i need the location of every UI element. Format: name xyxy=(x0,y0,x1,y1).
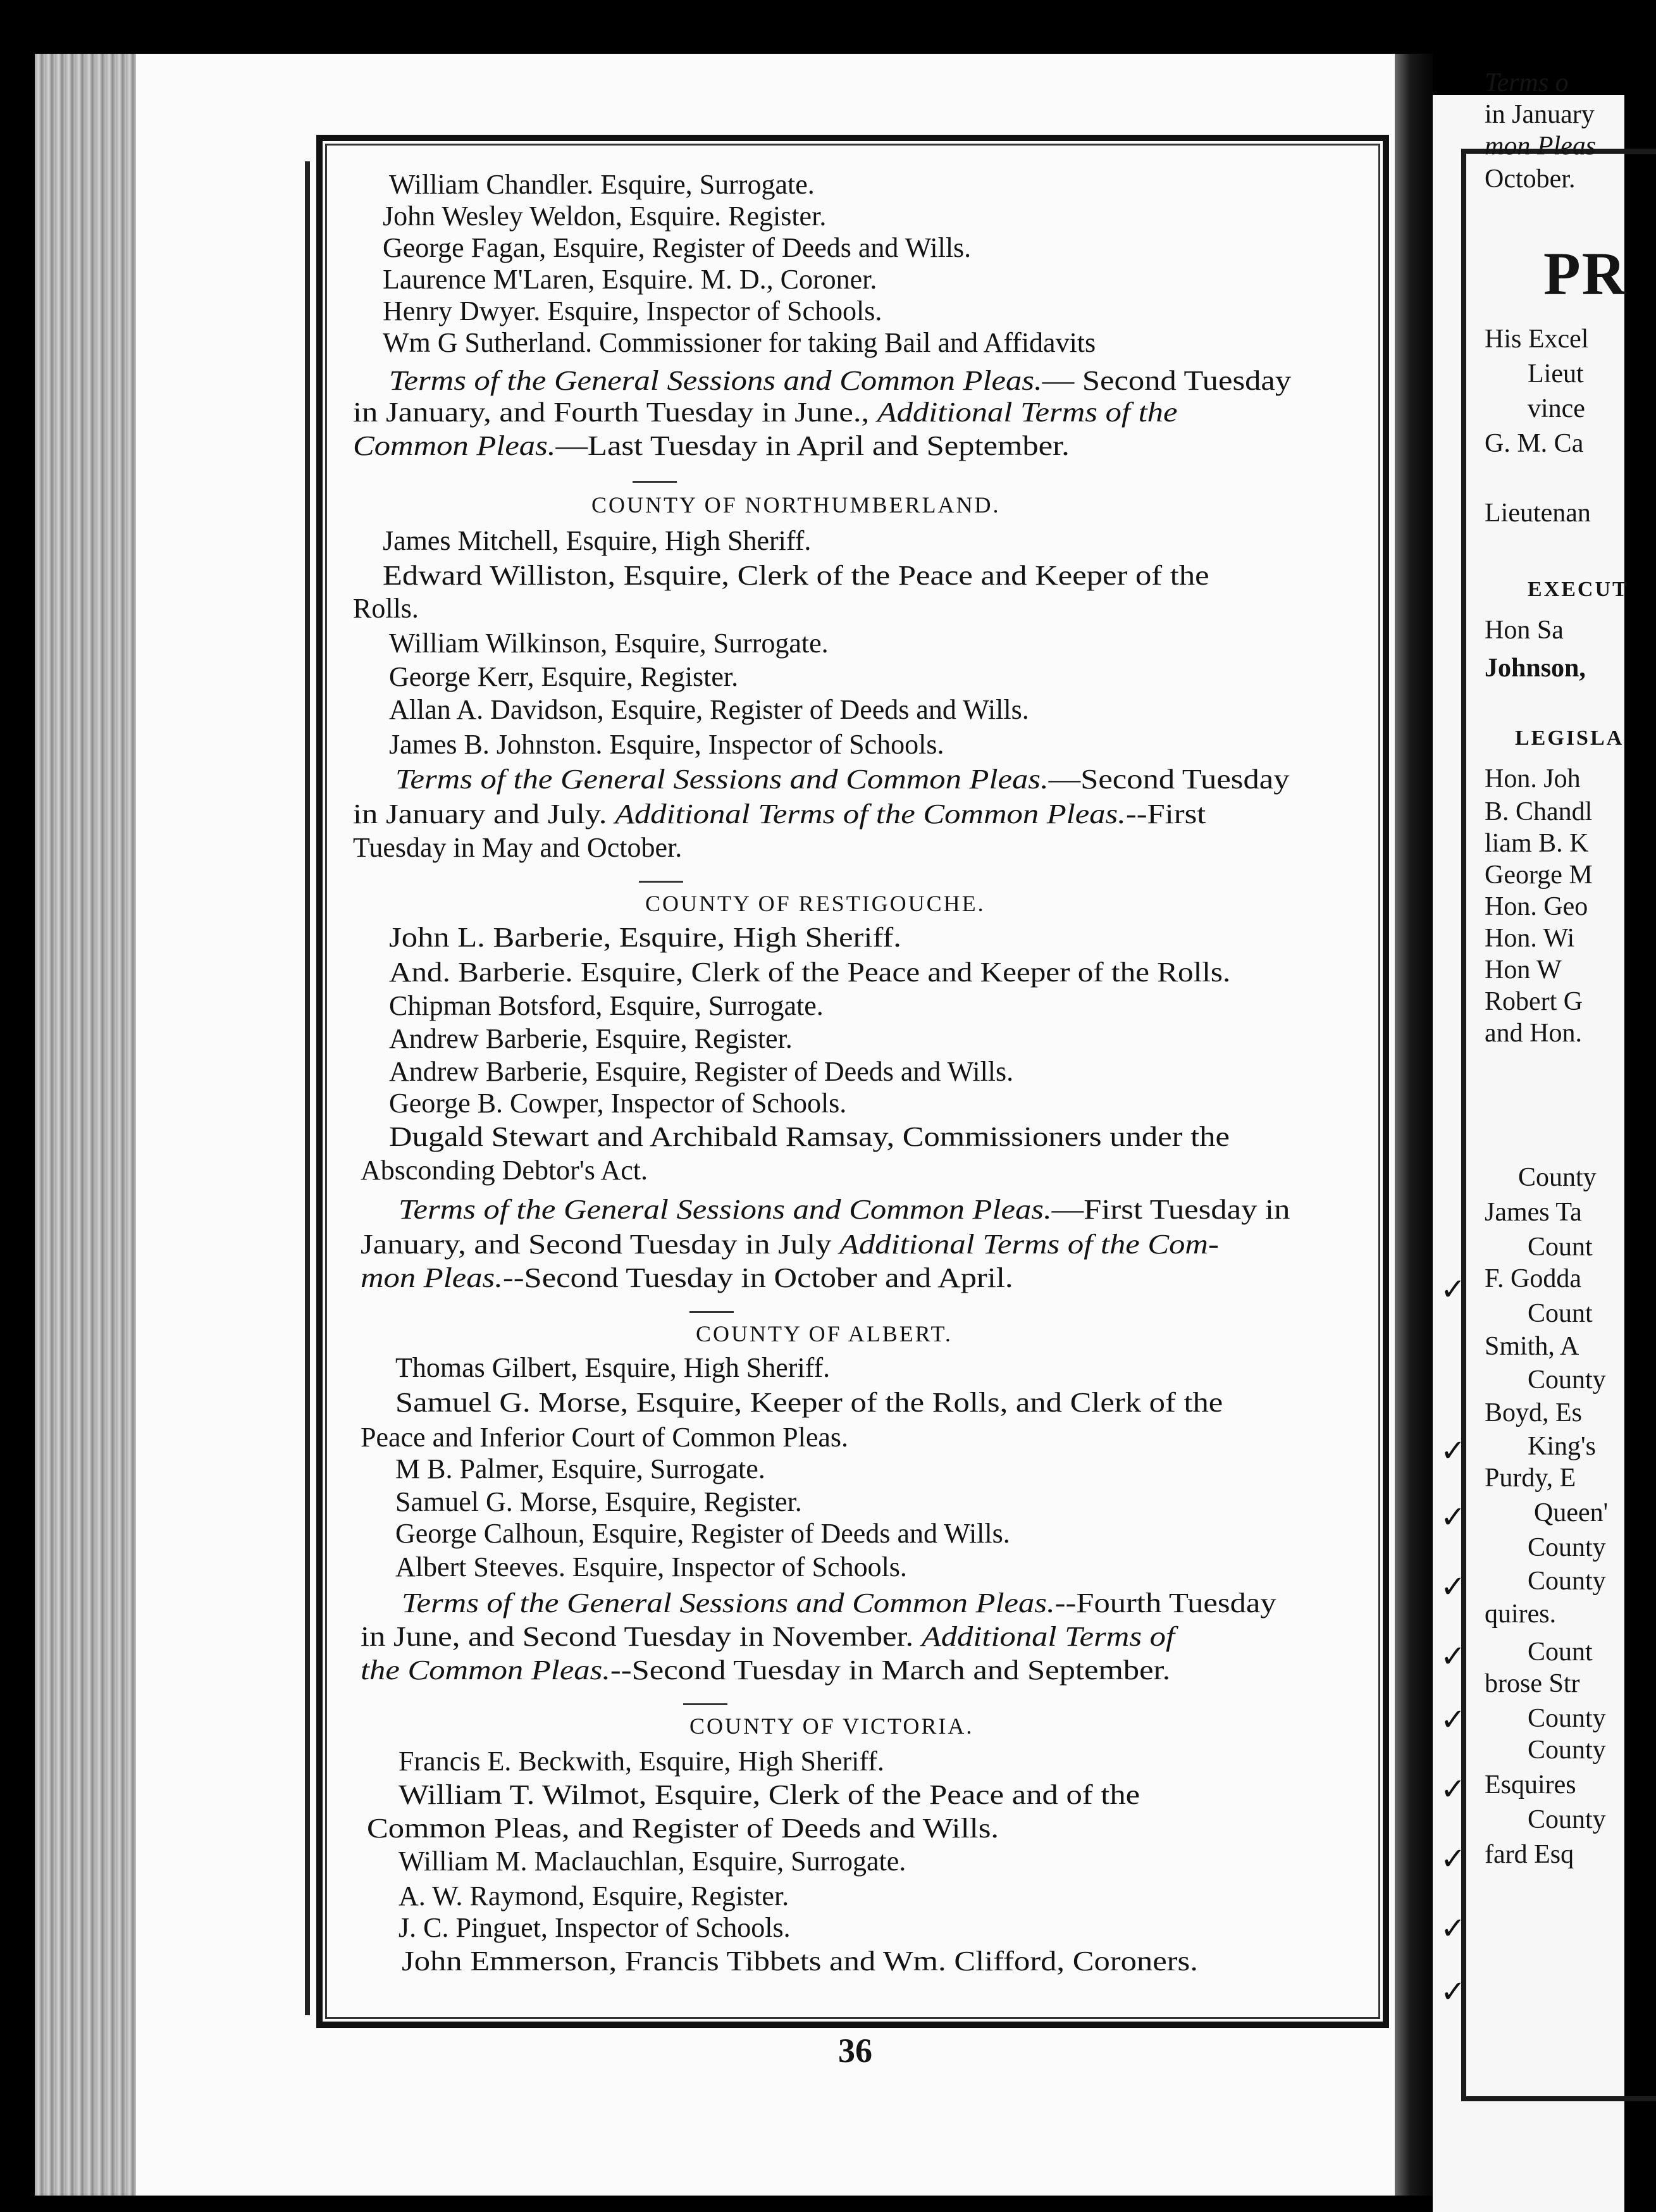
text-line xyxy=(361,1656,1170,1684)
right-page-line: Lieut xyxy=(1528,359,1584,388)
right-page-line: Lieutenan xyxy=(1485,499,1591,528)
right-page-line: County xyxy=(1528,1365,1606,1395)
right-page-line: B. Chandl xyxy=(1485,797,1593,826)
text-line: Rolls. xyxy=(353,593,419,624)
roman-phrase: —Second Tuesday xyxy=(1048,764,1290,795)
text-line: Peace and Inferior Court of Common Pleas. xyxy=(361,1422,849,1453)
text-line: Wm G Sutherland. Commissioner for taking Bail and Affidavits xyxy=(383,327,1096,358)
text-line: And. Barberie. Esquire, Clerk of the Peace and Keeper of the Rolls. xyxy=(389,957,1231,988)
text-line xyxy=(353,432,1070,460)
text-line: Andrew Barberie, Esquire, Register. xyxy=(389,1023,793,1054)
roman-phrase: --First xyxy=(1125,798,1206,830)
section-divider xyxy=(683,1703,727,1705)
right-page xyxy=(1433,68,1629,2212)
italic-phrase: Additional Terms of the Com- xyxy=(839,1229,1219,1260)
text-line: John Emmerson, Francis Tibbets and Wm. Clifford, Coroners. xyxy=(402,1946,1198,1977)
italic-phrase: Terms of the General Sessions and Common Pleas. xyxy=(402,1588,1055,1619)
italic-phrase: Terms of the General Sessions and Common Pleas. xyxy=(395,764,1049,795)
roman-phrase: —First Tuesday in xyxy=(1051,1194,1290,1225)
text-line: Dugald Stewart and Archibald Ramsay, Commissioners under the xyxy=(389,1121,1230,1152)
right-page-line: in January xyxy=(1485,100,1595,129)
checkmark-icon: ✓ xyxy=(1440,1501,1466,1534)
book-gutter xyxy=(1395,54,1433,2196)
right-page-line: PR xyxy=(1543,240,1627,308)
text-line: John L. Barberie, Esquire, High Sheriff. xyxy=(389,922,901,953)
italic-phrase: Additional Terms of the xyxy=(877,397,1178,428)
right-page-line: George M xyxy=(1485,861,1593,890)
text-line: James Mitchell, Esquire, High Sheriff. xyxy=(383,525,812,556)
right-page-line: County xyxy=(1528,1736,1606,1765)
right-page-line: LEGISLA xyxy=(1515,726,1624,750)
right-page-line: and Hon. xyxy=(1485,1019,1582,1048)
text-line: George Calhoun, Esquire, Register of Deeds and Wills. xyxy=(395,1518,1010,1549)
text-line: M B. Palmer, Esquire, Surrogate. xyxy=(395,1453,765,1484)
section-divider xyxy=(639,881,683,883)
roman-phrase: —Last Tuesday in April and September. xyxy=(555,430,1070,461)
right-page-line: October. xyxy=(1485,165,1576,194)
text-line: Albert Steeves. Esquire, Inspector of Schools. xyxy=(395,1551,907,1582)
text-line xyxy=(353,399,1177,426)
right-page-line: Hon. Joh xyxy=(1485,764,1581,793)
text-line: Tuesday in May and October. xyxy=(353,832,683,863)
right-page-line: County xyxy=(1528,1805,1606,1834)
roman-phrase: in June, and Second Tuesday in November. xyxy=(361,1621,922,1652)
frame-shadow xyxy=(305,161,310,2015)
checkmark-icon: ✓ xyxy=(1440,1570,1466,1604)
section-divider xyxy=(689,1311,734,1313)
right-page-line: quires. xyxy=(1485,1600,1557,1629)
text-line: Henry Dwyer. Esquire, Inspector of Schools. xyxy=(383,295,882,326)
italic-phrase: the Common Pleas. xyxy=(361,1655,610,1686)
roman-phrase: --Fourth Tuesday xyxy=(1054,1588,1276,1619)
county-heading: COUNTY OF VICTORIA. xyxy=(689,1713,974,1739)
right-page-line: EXECUT xyxy=(1528,578,1629,601)
text-line xyxy=(353,800,1206,828)
text-line xyxy=(402,1589,1276,1617)
right-page-line: liam B. K xyxy=(1485,829,1589,858)
county-heading: COUNTY OF RESTIGOUCHE. xyxy=(645,891,986,916)
right-page-line: Johnson, xyxy=(1485,654,1586,683)
text-line: Edward Williston, Esquire, Clerk of the Peace and Keeper of the xyxy=(383,560,1209,591)
text-line: Absconding Debtor's Act. xyxy=(361,1155,648,1186)
right-page-line: His Excel xyxy=(1485,325,1589,354)
text-line xyxy=(361,1231,1219,1258)
right-page-line: County xyxy=(1518,1163,1597,1192)
text-line: George B. Cowper, Inspector of Schools. xyxy=(389,1088,847,1119)
text-line: George Kerr, Esquire, Register. xyxy=(389,661,739,692)
right-page-line: Hon. Geo xyxy=(1485,892,1588,921)
county-heading: COUNTY OF ALBERT. xyxy=(696,1321,953,1346)
checkmark-icon: ✓ xyxy=(1440,1842,1466,1876)
roman-phrase: --Second Tuesday in March and September. xyxy=(610,1655,1171,1686)
text-line: William M. Maclauchlan, Esquire, Surrogate. xyxy=(399,1846,906,1877)
roman-phrase: January, and Second Tuesday in July xyxy=(361,1229,840,1260)
page-edges xyxy=(35,54,136,2196)
checkmark-icon: ✓ xyxy=(1440,1434,1466,1468)
text-line: James B. Johnston. Esquire, Inspector of Schools. xyxy=(389,729,944,760)
text-line xyxy=(361,1264,1013,1292)
text-line xyxy=(395,766,1290,793)
right-page-line: G. M. Ca xyxy=(1485,429,1584,458)
checkmark-icon: ✓ xyxy=(1440,1640,1466,1674)
text-line: William Chandler. Esquire, Surrogate. xyxy=(389,169,815,200)
text-line: Chipman Botsford, Esquire, Surrogate. xyxy=(389,990,824,1021)
right-page-line: vince xyxy=(1528,394,1585,423)
right-page-line: King's xyxy=(1528,1432,1596,1461)
italic-phrase: mon Pleas. xyxy=(361,1262,503,1293)
right-page-line: fard Esq xyxy=(1485,1840,1574,1869)
text-line: Andrew Barberie, Esquire, Register of Deeds and Wills. xyxy=(389,1056,1014,1087)
right-page-line: County xyxy=(1528,1533,1606,1562)
italic-phrase: Terms of the General Sessions and Common Pleas. xyxy=(399,1194,1052,1225)
text-line xyxy=(389,367,1291,395)
right-page-line: Smith, A xyxy=(1485,1332,1579,1361)
checkmark-icon: ✓ xyxy=(1440,1273,1466,1307)
text-line xyxy=(399,1196,1290,1224)
right-page-line: brose Str xyxy=(1485,1669,1580,1698)
right-page-line: Esquires xyxy=(1485,1770,1576,1799)
text-line: Samuel G. Morse, Esquire, Register. xyxy=(395,1486,802,1517)
right-page-line: County xyxy=(1528,1567,1606,1596)
roman-phrase: in January and July. xyxy=(353,798,615,830)
text-line xyxy=(361,1623,1175,1651)
right-page-line: Count xyxy=(1528,1299,1593,1328)
right-page-line: Robert G xyxy=(1485,987,1583,1016)
italic-phrase: Common Pleas. xyxy=(353,430,556,461)
checkmark-icon: ✓ xyxy=(1440,1975,1466,2009)
text-line: George Fagan, Esquire, Register of Deeds and Wills. xyxy=(383,232,972,263)
text-line: Allan A. Davidson, Esquire, Register of Deeds and Wills. xyxy=(389,694,1029,725)
italic-phrase: Terms of the General Sessions and Common Pleas. xyxy=(389,365,1042,396)
checkmark-icon: ✓ xyxy=(1440,1773,1466,1806)
roman-phrase: — Second Tuesday xyxy=(1042,365,1292,396)
right-page-line: F. Godda xyxy=(1485,1264,1581,1293)
text-line: Samuel G. Morse, Esquire, Keeper of the Rolls, and Clerk of the xyxy=(395,1387,1223,1418)
text-line: Thomas Gilbert, Esquire, High Sheriff. xyxy=(395,1352,831,1383)
right-page-line: Hon Sa xyxy=(1485,616,1564,645)
roman-phrase: in January, and Fourth Tuesday in June., xyxy=(353,397,877,428)
right-page-line: Boyd, Es xyxy=(1485,1398,1583,1427)
right-page-line: Queen' xyxy=(1534,1498,1609,1527)
right-page-line: County xyxy=(1528,1704,1606,1733)
right-page-line: Hon. Wi xyxy=(1485,924,1575,953)
right-page-line: mon Pleas xyxy=(1485,132,1597,161)
right-page-line: Count xyxy=(1528,1637,1593,1667)
text-line: Common Pleas, and Register of Deeds and Wills. xyxy=(367,1813,999,1844)
text-line: Francis E. Beckwith, Esquire, High Sheriff. xyxy=(399,1746,884,1777)
right-page-line: Purdy, E xyxy=(1485,1463,1576,1493)
right-page-line: James Ta xyxy=(1485,1198,1582,1227)
text-line: Laurence M'Laren, Esquire. M. D., Coroner. xyxy=(383,264,877,295)
italic-phrase: Additional Terms of xyxy=(921,1621,1175,1652)
right-page-line: Count xyxy=(1528,1233,1593,1262)
page-number: 36 xyxy=(838,2032,872,2070)
right-page-line: Hon W xyxy=(1485,955,1562,985)
checkmark-icon: ✓ xyxy=(1440,1912,1466,1946)
text-line: J. C. Pinguet, Inspector of Schools. xyxy=(399,1912,791,1943)
text-line: John Wesley Weldon, Esquire. Register. xyxy=(383,201,827,232)
text-line: William T. Wilmot, Esquire, Clerk of the Peace and of the xyxy=(399,1779,1140,1810)
right-page-line: Terms o xyxy=(1485,68,1569,97)
section-divider xyxy=(633,481,677,483)
county-heading: COUNTY OF NORTHUMBERLAND. xyxy=(591,492,1001,518)
italic-phrase: Additional Terms of the Common Pleas. xyxy=(615,798,1126,830)
checkmark-icon: ✓ xyxy=(1440,1703,1466,1737)
text-line: William Wilkinson, Esquire, Surrogate. xyxy=(389,628,829,659)
roman-phrase: --Second Tuesday in October and April. xyxy=(502,1262,1013,1293)
text-line: A. W. Raymond, Esquire, Register. xyxy=(399,1880,789,1911)
